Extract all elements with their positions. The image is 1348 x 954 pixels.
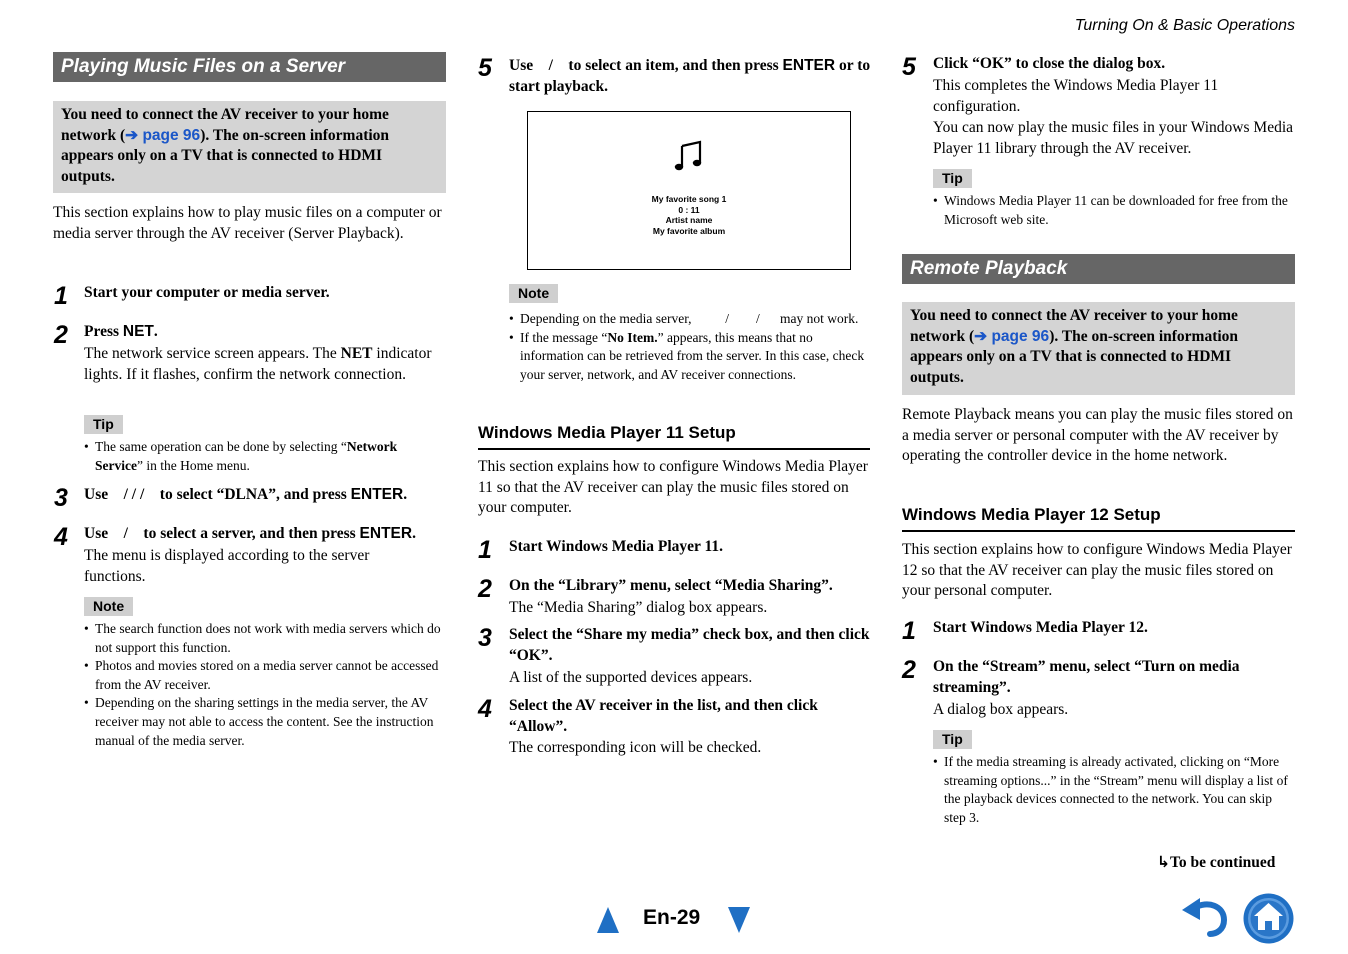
note-label: Note xyxy=(84,597,133,616)
album-name: My favorite album xyxy=(652,225,726,236)
note-item: • If the message “No Item.” appears, this means that no information can be retrieved from the server. In this case, check your server, network, and AV receiver connections. xyxy=(509,329,869,385)
wmp11-step-4-title: Select the AV receiver in the list, and then click “Allow”. xyxy=(509,697,818,735)
wmp11-step-5-title: Click “OK” to close the dialog box. xyxy=(933,55,1166,72)
wmp12-heading: Windows Media Player 12 Setup xyxy=(902,504,1295,532)
note-list xyxy=(84,620,446,750)
step-number: 2 xyxy=(902,656,916,684)
wmp12-step-2-body: A dialog box appears. xyxy=(933,701,1069,718)
step-number: 3 xyxy=(54,484,68,512)
step-number: 1 xyxy=(478,536,492,564)
home-icon[interactable] xyxy=(1242,892,1295,945)
tip-item: • The same operation can be done by selecting “Network Service” in the Home menu. xyxy=(84,438,446,475)
tip-item: • Windows Media Player 11 can be downloaded for free from the Microsoft web site. xyxy=(933,192,1295,229)
artist-name: Artist name xyxy=(665,215,713,225)
wmp11-heading: Windows Media Player 11 Setup xyxy=(478,422,870,450)
remote-notice xyxy=(902,302,1295,395)
tip-label: Tip xyxy=(933,169,972,188)
wmp11-step-1-title: Start Windows Media Player 11. xyxy=(509,538,723,555)
to-be-continued: ↳To be continued xyxy=(1157,854,1276,871)
note-item: • The search function does not work with media servers which do not support this function. xyxy=(84,620,446,657)
wmp11-intro: This section explains how to configure Windows Media Player 11 so that the AV receiver can play the music files stored on your computer. xyxy=(478,458,868,516)
step-5-title: Use / to select an item, and then press ENTER or to start playback. xyxy=(509,57,871,95)
running-header: Turning On & Basic Operations xyxy=(1074,17,1295,34)
step-number: 3 xyxy=(478,624,492,652)
section-title-remote: Remote Playback xyxy=(902,254,1295,284)
section-title-server: Playing Music Files on a Server xyxy=(53,52,446,82)
step-4-body: The menu is displayed according to the server functions. xyxy=(84,547,370,585)
server-intro: This section explains how to play music files on a computer or media server through the AV receiver (Server Playback). xyxy=(53,204,442,242)
arrow-keys: / / / xyxy=(123,486,145,503)
step-1-title: Start your computer or media server. xyxy=(84,284,330,301)
wmp12-step-2-title: On the “Stream” menu, select “Turn on media streaming”. xyxy=(933,658,1240,696)
page-96-link[interactable]: ➔ page 96 xyxy=(974,327,1050,345)
step-number: 4 xyxy=(478,695,492,723)
elapsed-time: 0 : 11 xyxy=(678,204,700,215)
wmp11-step-3-body: A list of the supported devices appears. xyxy=(509,669,753,686)
playback-screen xyxy=(527,111,851,270)
step-number: 5 xyxy=(902,53,916,81)
step-number: 1 xyxy=(902,617,916,645)
wmp11-step-5-body-1: This completes the Windows Media Player 11 configuration. xyxy=(933,77,1219,115)
step-3-title: Use / / / to select “DLNA”, and press ENTER. xyxy=(84,486,408,503)
step-number: 1 xyxy=(54,282,68,310)
previous-page-button[interactable] xyxy=(596,906,620,934)
page-96-link[interactable]: ➔ page 96 xyxy=(125,126,201,144)
tip-list xyxy=(933,753,1295,827)
notice-text-end: ). The on-screen information appears only on a TV that is connected to HDMI outputs. xyxy=(61,126,390,185)
note-list xyxy=(509,310,869,384)
wmp12-step-1-title: Start Windows Media Player 12. xyxy=(933,619,1148,636)
wmp11-step-3-title: Select the “Share my media” check box, and then click “OK”. xyxy=(509,626,870,664)
tip-label: Tip xyxy=(84,415,123,434)
back-arrow-icon[interactable] xyxy=(1180,896,1230,940)
wmp11-step-2-body: The “Media Sharing” dialog box appears. xyxy=(509,599,768,616)
next-page-button[interactable] xyxy=(727,906,751,934)
tip-list xyxy=(84,438,446,475)
wmp12-intro: This section explains how to configure Windows Media Player 12 so that the AV receiver can play the music files stored on your personal computer. xyxy=(902,541,1292,599)
continue-arrow-icon: ↳ xyxy=(1157,854,1170,871)
arrow-keys: / xyxy=(123,525,128,542)
wmp11-step-4-body: The corresponding icon will be checked. xyxy=(509,739,762,756)
notice-text: You need to connect the AV receiver to your home network ( xyxy=(910,307,1238,345)
step-number: 2 xyxy=(54,321,68,349)
note-item: • Depending on the sharing settings in the media server, the AV receiver may not able to access the content. See the instruction manual of the media server. xyxy=(84,694,446,750)
remote-intro: Remote Playback means you can play the music files stored on a media server or personal computer with the AV receiver by operating the controller device in the home network. xyxy=(902,406,1293,464)
server-notice xyxy=(53,101,446,193)
page-number: En-29 xyxy=(643,906,701,929)
note-item: • Depending on the media server, / / may not work. xyxy=(509,310,869,329)
tip-label: Tip xyxy=(933,730,972,749)
step-2-body: The network service screen appears. The NET indicator lights. If it flashes, confirm the network connection. xyxy=(84,345,432,383)
music-note-icon xyxy=(674,140,704,172)
arrow-keys: / xyxy=(548,57,553,74)
step-2-title: Press NET. xyxy=(84,323,158,340)
song-title: My favorite song 1 xyxy=(651,194,727,204)
wmp11-step-2-title: On the “Library” menu, select “Media Sharing”. xyxy=(509,577,833,594)
step-number: 4 xyxy=(54,523,68,551)
note-label: Note xyxy=(509,284,558,303)
step-number: 2 xyxy=(478,575,492,603)
notice-text: You need to connect the AV receiver to your home network ( xyxy=(61,106,389,144)
tip-item: • If the media streaming is already activated, clicking on “More streaming options...” in the “Stream” menu will display a list of the playback devices connected to the network. You can skip step 3. xyxy=(933,753,1295,827)
wmp11-step-5-body-2: You can now play the music files in your Windows Media Player 11 library through the AV receiver. xyxy=(933,119,1294,157)
note-item: • Photos and movies stored on a media server cannot be accessed from the AV receiver. xyxy=(84,657,446,694)
step-number: 5 xyxy=(478,54,492,82)
tip-list xyxy=(933,192,1295,229)
step-4-title: Use / to select a server, and then press ENTER. xyxy=(84,525,416,542)
notice-text-end: ). The on-screen information appears only on a TV that is connected to HDMI outputs. xyxy=(910,327,1239,386)
